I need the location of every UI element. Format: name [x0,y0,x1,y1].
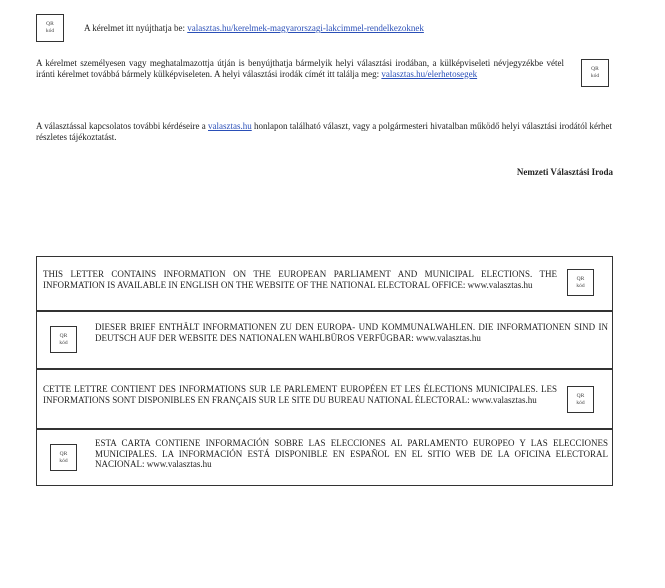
notice-text-de: DIESER BRIEF ENTHÄLT INFORMATIONEN ZU DEN EUROPA- UND KOMMUNALWAHLEN. DIE INFORMATIONEN SIND IN DEUTSCH AUF DER WEBSITE DES NATIONALEN WAHLBÜROS VERFÜGBAR: www.valasztas.hu [95,322,608,343]
qr-code-request [36,14,64,42]
qr-code-de [50,326,77,353]
qr-label-kod: kód [576,282,585,289]
personal-text: A kérelmet személyesen vagy meghatalmazottja útján is benyújthatja bármelyik helyi választási irodában, a külképviseleti névjegyzékbe vétel iránti kérelmet továbbá bármely külképviseleten. A helyi választási irodák címét itt találja meg: [36,58,564,79]
signature: Nemzeti Választási Iroda [516,167,613,177]
info-prefix: A választással kapcsolatos további kérdéseire a [36,121,206,131]
notice-spanish [36,429,613,486]
qr-label: QR [591,66,599,72]
request-prefix: A kérelmet itt nyújthatja be: [84,23,185,33]
qr-label-kod: kód [59,457,68,464]
qr-code-fr [567,386,594,413]
contacts-link[interactable]: valasztas.hu/elerhetosegek [381,68,478,79]
qr-label-kod: kód [45,28,55,34]
valasztas-link[interactable]: valasztas.hu [208,121,252,131]
qr-label: QR [576,392,585,399]
personal-paragraph [36,58,564,79]
notice-text-es: ESTA CARTA CONTIENE INFORMACIÓN SOBRE LAS ELECCIONES AL PARLAMENTO EUROPEO Y LAS ELECCIONES MUNICIPALES. LA INFORMACIÓN ESTÁ DISPONIBLE EN ESPAÑOL EN EL SITIO WEB DE LA OFICINA ELECTORAL NACIONAL: www.valasztas.hu [95,438,608,469]
qr-label: QR [59,450,68,457]
request-line [84,23,604,34]
qr-label-kod: kód [59,339,68,346]
qr-label: QR [59,332,68,339]
qr-label: QR [576,275,585,282]
qr-code-en [567,269,594,296]
notice-english [36,256,613,311]
notice-text-fr: CETTE LETTRE CONTIENT DES INFORMATIONS SUR LE PARLEMENT EUROPÉEN ET LES ÉLECTIONS MUNICIPALES. LES INFORMATIONS SONT DISPONIBLES EN FRANÇAIS SUR LE SITE DU BUREAU NATIONAL ÉLECTORAL: www.valasztas.hu [43,384,557,405]
info-paragraph [36,121,612,142]
notice-french [36,369,613,429]
notice-text-en: THIS LETTER CONTAINS INFORMATION ON THE EUROPEAN PARLIAMENT AND MUNICIPAL ELECTIONS. THE INFORMATION IS AVAILABLE IN ENGLISH ON THE WEBSITE OF THE NATIONAL ELECTORAL OFFICE: www.valasztas.hu [43,269,557,290]
request-link[interactable]: valasztas.hu/kerelmek-magyarorszagi-lakcimmel-rendelkezoknek [187,23,424,33]
info-suffix: honlapon található választ, vagy a polgármesteri hivatalban működő helyi választási irodától kérhet részletes tájékoztatást. [36,121,613,142]
qr-code-es [50,444,77,471]
notice-german [36,311,613,369]
qr-label-kod: kód [590,73,600,79]
qr-label-kod: kód [576,399,585,406]
qr-label: QR [46,21,54,27]
qr-code-contacts [581,59,609,87]
